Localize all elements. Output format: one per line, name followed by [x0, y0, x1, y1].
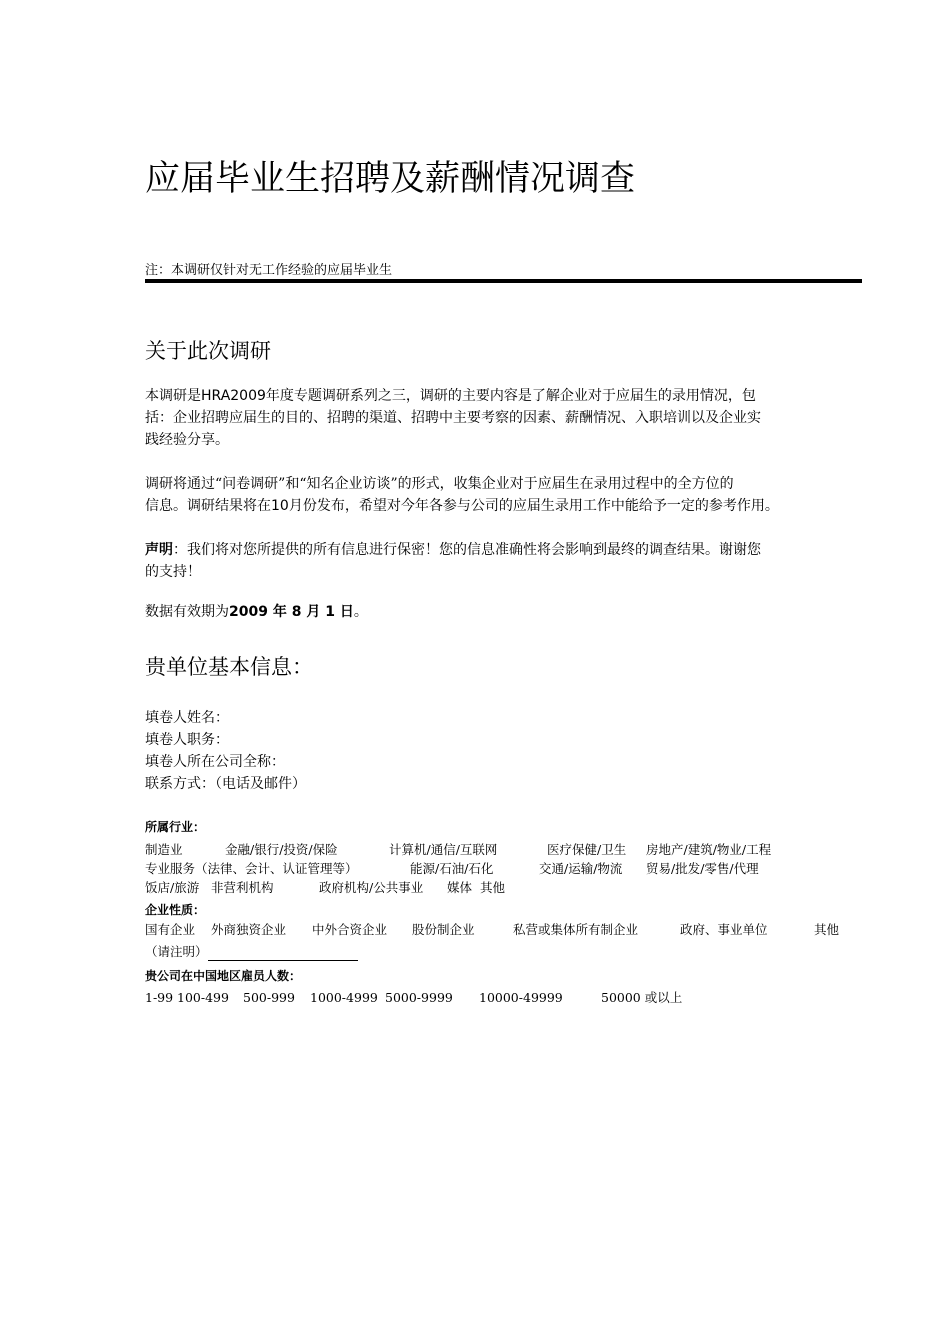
industry-option[interactable]: 金融/银行/投资/保险: [225, 842, 338, 857]
industry-option[interactable]: 制造业: [145, 842, 183, 857]
nature-option[interactable]: 股份制企业: [412, 922, 475, 937]
employees-option[interactable]: 1-99: [145, 990, 174, 1005]
employees-option[interactable]: 5000-9999: [385, 990, 453, 1005]
validity-suffix: 。: [353, 604, 368, 620]
intro-code: HRA2009: [201, 388, 266, 404]
employees-option[interactable]: 10000-49999: [479, 990, 563, 1005]
industry-row-2: [145, 859, 865, 878]
nature-option[interactable]: 中外合资企业: [312, 922, 388, 937]
validity-paragraph: [145, 601, 870, 623]
intro-line1-prefix: 本调研是: [145, 388, 201, 404]
respondent-name-field[interactable]: 填卷人姓名：: [145, 710, 229, 726]
respondent-position-field[interactable]: 填卷人职务：: [145, 732, 229, 748]
validity-prefix: 数据有效期为: [145, 604, 229, 620]
nature-other-input[interactable]: [208, 946, 358, 961]
nature-row: [145, 920, 865, 939]
employees-option[interactable]: 500-999: [243, 990, 295, 1005]
employees-option[interactable]: 100-499: [177, 990, 229, 1005]
industry-option[interactable]: 专业服务（法律、会计、认证管理等）: [145, 861, 358, 876]
industry-label: 所属行业：: [145, 820, 206, 834]
nature-option[interactable]: 国有企业: [145, 922, 196, 937]
employees-label: 贵公司在中国地区雇员人数：: [145, 969, 302, 983]
employees-row: [145, 988, 865, 1007]
nature-option[interactable]: 政府、事业单位: [680, 922, 768, 937]
statement-label: 声明: [145, 542, 173, 558]
industry-option[interactable]: 能源/石油/石化: [410, 861, 494, 876]
employees-option[interactable]: 1000-4999: [310, 990, 378, 1005]
industry-option[interactable]: 房地产/建筑/物业/工程: [646, 842, 772, 857]
validity-date: 2009 年 8 月 1 日: [229, 604, 354, 620]
intro-paragraph: [145, 385, 870, 451]
intro-line1-rest: 年度专题调研系列之三，调研的主要内容是了解企业对于应届生的录用情况，包: [265, 388, 756, 404]
about-heading: 关于此次调研: [145, 339, 271, 363]
nature-option[interactable]: 外商独资企业: [211, 922, 287, 937]
method-line2-prefix: 信息。调研结果将在: [145, 498, 271, 514]
industry-option[interactable]: 医疗保健/卫生: [547, 842, 627, 857]
statement-paragraph: [145, 539, 870, 583]
method-line1: 调研将通过“问卷调研”和“知名企业访谈”的形式，收集企业对于应届生在录用过程中的全方位的: [145, 476, 734, 492]
document-title: 应届毕业生招聘及薪酬情况调查: [145, 159, 636, 199]
industry-option[interactable]: 计算机/通信/互联网: [389, 842, 498, 857]
statement-line1: ：我们将对您所提供的所有信息进行保密！您的信息准确性将会影响到最终的调查结果。谢谢您: [173, 542, 761, 558]
nature-other-note: （请注明）: [145, 944, 208, 959]
intro-line3: 践经验分享。: [145, 432, 229, 448]
industry-option[interactable]: 贸易/批发/零售/代理: [646, 861, 759, 876]
method-paragraph: [145, 473, 870, 517]
nature-label: 企业性质：: [145, 903, 206, 917]
respondent-fields: [145, 707, 306, 795]
method-line2-rest: 月份发布，希望对今年各参与公司的应届生录用工作中能给予一定的参考作用。: [288, 498, 779, 514]
industry-option[interactable]: 媒体: [447, 880, 473, 895]
employees-option[interactable]: 50000 或以上: [601, 990, 683, 1005]
industry-option[interactable]: 非营利机构: [211, 880, 274, 895]
nature-other-row: [145, 942, 358, 961]
industry-option[interactable]: 其他: [480, 880, 506, 895]
intro-line2: 括：企业招聘应届生的目的、招聘的渠道、招聘中主要考察的因素、薪酬情况、入职培训以及企业实: [145, 410, 761, 426]
industry-option[interactable]: 饭店/旅游: [145, 880, 200, 895]
industry-row-1: [145, 840, 865, 859]
industry-option[interactable]: 政府机构/公共事业: [319, 880, 424, 895]
scope-note: 注：本调研仅针对无工作经验的应届毕业生: [145, 263, 393, 278]
industry-option[interactable]: 交通/运输/物流: [539, 861, 623, 876]
method-month: 10: [271, 498, 289, 514]
respondent-company-field[interactable]: 填卷人所在公司全称：: [145, 754, 285, 770]
industry-row-3: [145, 878, 865, 897]
statement-line2: 的支持！: [145, 564, 201, 580]
nature-option[interactable]: 私营或集体所有制企业: [513, 922, 639, 937]
respondent-contact-field[interactable]: 联系方式：（电话及邮件）: [145, 776, 306, 792]
nature-option[interactable]: 其他: [814, 922, 840, 937]
company-info-heading: 贵单位基本信息：: [145, 655, 313, 679]
title-divider: [145, 279, 862, 283]
